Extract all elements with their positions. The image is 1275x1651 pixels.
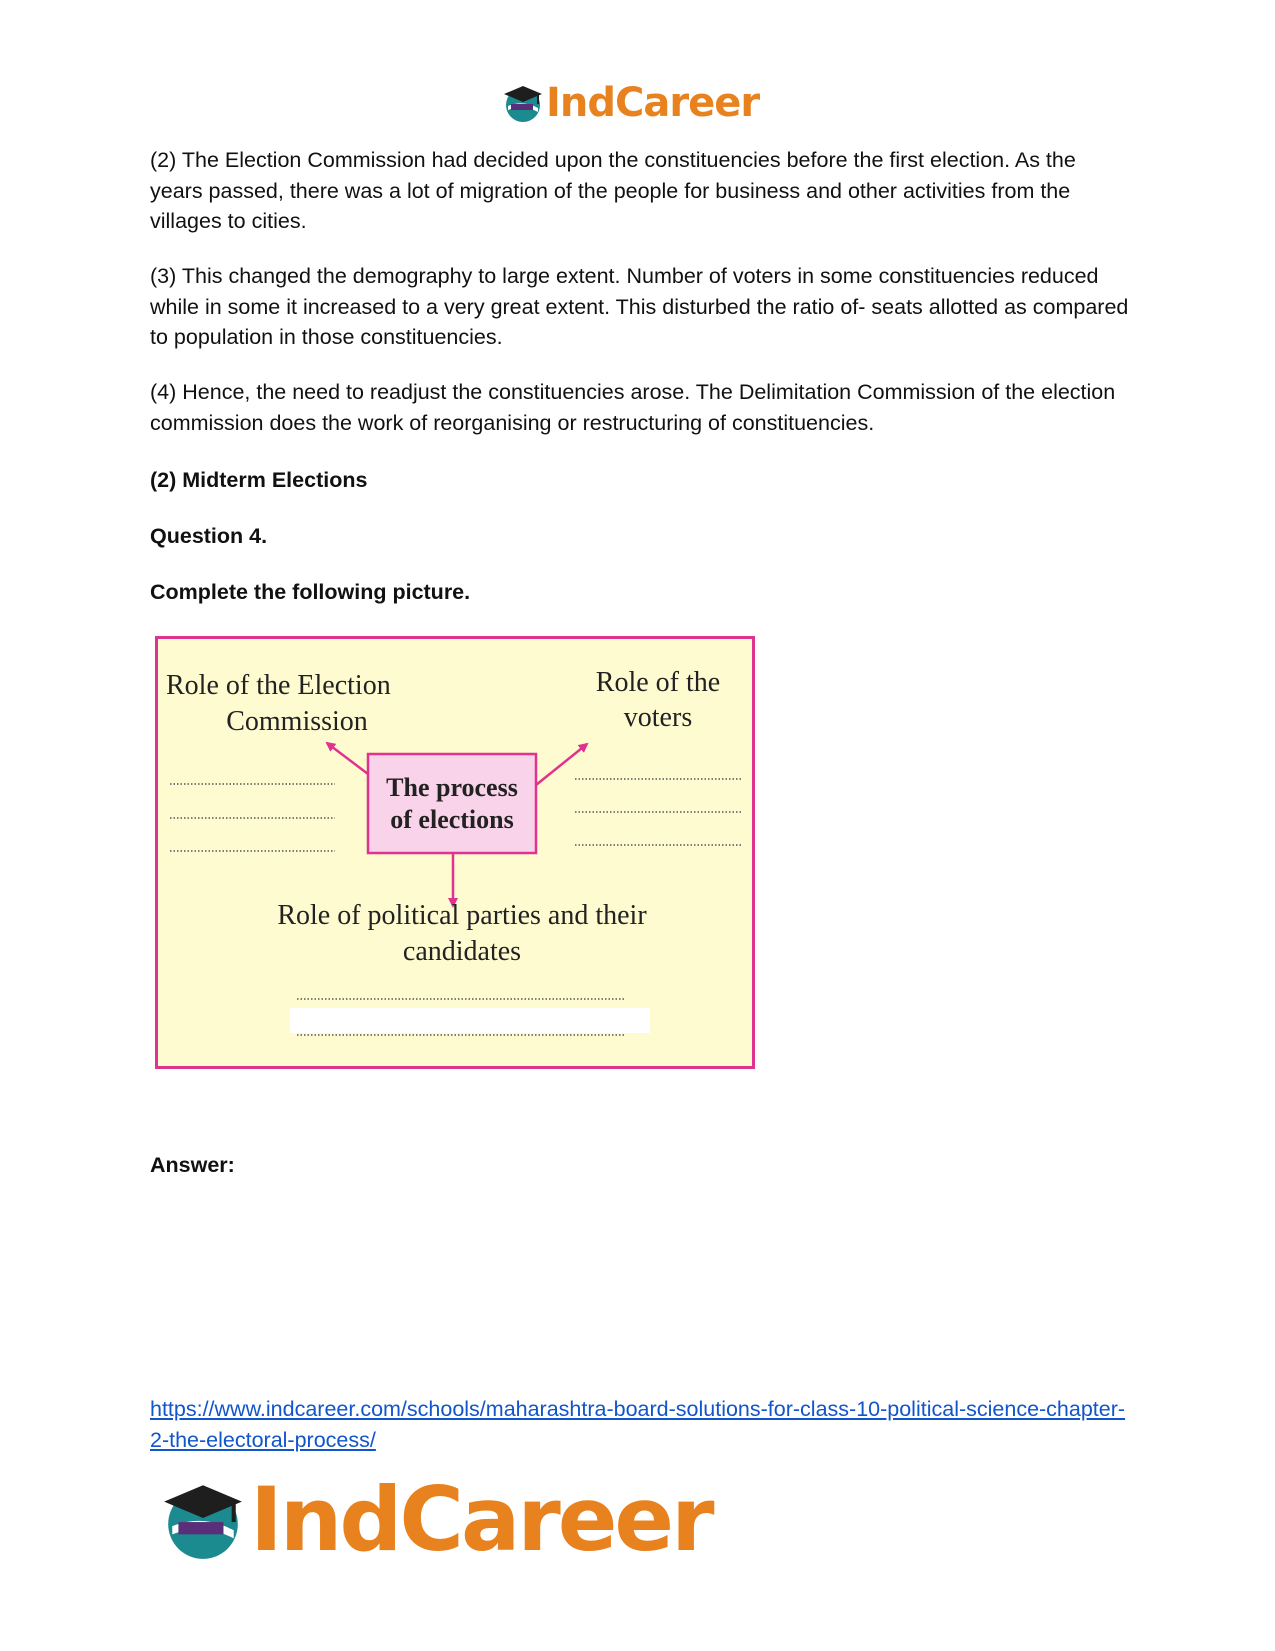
answer-heading: Answer: <box>150 1153 235 1177</box>
election-commission-label-line1: Role of the Election <box>166 670 391 701</box>
brand-name: IndCareer <box>546 80 760 126</box>
voters-label-line1: Role of the <box>595 667 721 698</box>
center-process-box <box>368 754 536 853</box>
whiteout-patch <box>290 1008 650 1033</box>
center-label-line2: of elections <box>390 805 514 834</box>
election-process-diagram <box>155 636 755 1069</box>
section-heading-midterm: (2) Midterm Elections <box>150 468 368 492</box>
paragraph-3: (3) This changed the demography to large extent. Number of voters in some constituencies reduced while in some it increased to a very great extent. This disturbed the ratio of- seats allotted as compared to population in those constituencies. <box>150 264 1129 349</box>
graduation-globe-icon <box>160 1477 246 1563</box>
election-commission-label-line2: Commission <box>226 706 368 737</box>
political-parties-label-line1: Role of political parties and their <box>277 900 647 931</box>
graduation-globe-icon <box>502 82 544 124</box>
indcareer-logo-bottom <box>160 1468 712 1571</box>
question-heading: Question 4. <box>150 524 268 548</box>
indcareer-logo-top <box>502 80 759 126</box>
source-link[interactable]: https://www.indcareer.com/schools/maharashtra-board-solutions-for-class-10-political-science-chapter-2-the-electoral-process/ <box>150 1397 1126 1452</box>
paragraph-2: (2) The Election Commission had decided upon the constituencies before the first election. As the years passed, there was a lot of migration of the people for business and other activities from the villages to cities. <box>150 148 1076 233</box>
voters-label-line2: voters <box>623 702 693 733</box>
center-label-line1: The process <box>386 773 518 802</box>
brand-name: IndCareer <box>250 1468 712 1571</box>
question-instruction: Complete the following picture. <box>150 580 471 604</box>
paragraph-4: (4) Hence, the need to readjust the constituencies arose. The Delimitation Commission of the election commission does the work of reorganising or restructuring of constituencies. <box>150 380 1116 435</box>
political-parties-label-line2: candidates <box>402 936 522 967</box>
